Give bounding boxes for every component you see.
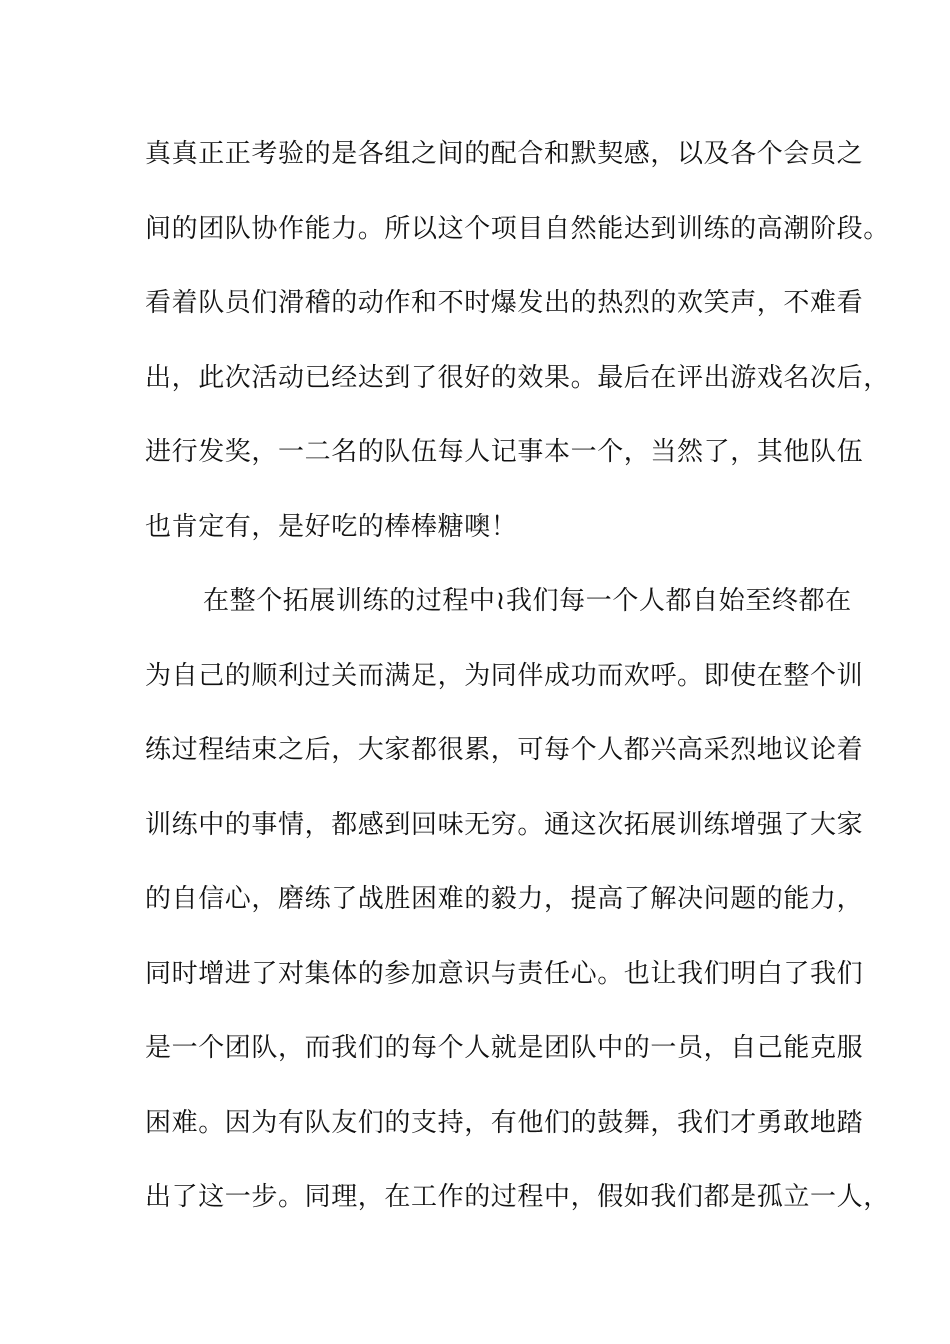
text-line: 进行发奖，一二名的队伍每人记事本一个，当然了，其他队伍 — [145, 437, 864, 467]
text-line: 间的团队协作能力。所以这个项目自然能达到训练的高潮阶段。 — [145, 213, 890, 244]
text-line: 出，此次活动已经达到了很好的效果。最后在评出游戏名次后， — [145, 362, 890, 393]
text-line: 练过程结束之后，大家都很累，可每个人都兴高采烈地议论着 — [145, 735, 864, 765]
text-line: 出了这一步。同理，在工作的过程中，假如我们都是孤立一人， — [145, 1182, 890, 1212]
text-line: 为自己的顺利过关而满足，为同伴成功而欢呼。即使在整个训 — [145, 660, 864, 691]
text-line: 困难。因为有队友们的支持，有他们的鼓舞，我们才勇敢地踏 — [145, 1107, 864, 1138]
text-line: 是一个团队，而我们的每个人就是团队中的一员，自己能克服 — [145, 1033, 864, 1063]
document-body — [145, 126, 890, 1244]
text-line: 也肯定有，是好吃的棒棒糖噢！ — [145, 511, 518, 542]
text-line: 的自信心，磨练了战胜困难的毅力，提高了解决问题的能力， — [145, 884, 864, 914]
text-line: 真真正正考验的是各组之间的配合和默契感，以及各个会员之 — [145, 139, 864, 169]
text-line: 同时增进了对集体的参加意识与责任心。也让我们明白了我们 — [145, 958, 864, 989]
text-line: 看着队员们滑稽的动作和不时爆发出的热烈的欢笑声，不难看 — [145, 288, 864, 318]
paragraph-start-line: 在整个拓展训练的过程中≀我们每一个人都自始至终都在 — [203, 586, 852, 616]
text-line: 训练中的事情，都感到回味无穷。通这次拓展训练增强了大家 — [145, 809, 864, 840]
